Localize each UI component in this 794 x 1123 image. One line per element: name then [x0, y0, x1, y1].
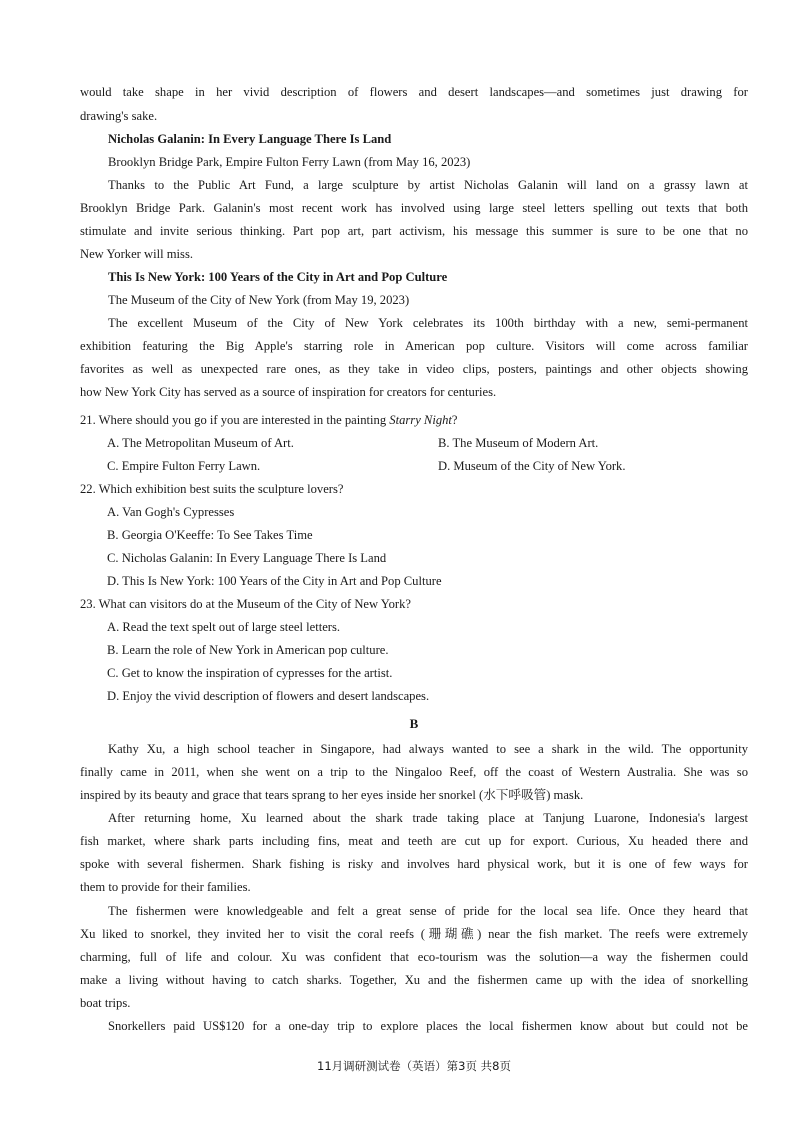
question-23-option-b[interactable]: B. Learn the role of New York in American pop culture.	[107, 643, 389, 657]
question-23-option-d[interactable]: D. Enjoy the vivid description of flowers and desert landscapes.	[107, 689, 430, 703]
question-21-stem: 21. Where should you go if you are interested in the painting Starry Night?	[80, 413, 458, 427]
question-22-stem: 22. Which exhibition best suits the sculpture lovers?	[80, 482, 344, 496]
question-22-option-a[interactable]: A. Van Gogh's Cypresses	[107, 505, 235, 519]
nyc-venue: The Museum of the City of New York (from May 19, 2023)	[108, 293, 410, 307]
section-b-p2-line-1: After returning home, Xu learned about the shark trade taking place at Tanjung Luarone, Indonesia's largest	[108, 811, 748, 825]
galanin-venue: Brooklyn Bridge Park, Empire Fulton Ferry Lawn (from May 16, 2023)	[108, 155, 471, 169]
galanin-text-1: Thanks to the Public Art Fund, a large sculpture by artist Nicholas Galanin will land on a grassy lawn at	[108, 178, 748, 192]
section-b-p2-line-4: them to provide for their families.	[80, 880, 251, 894]
question-23-option-c[interactable]: C. Get to know the inspiration of cypresses for the artist.	[107, 666, 393, 680]
galanin-title: Nicholas Galanin: In Every Language There Is Land	[108, 132, 392, 146]
section-b-p1-line-1: Kathy Xu, a high school teacher in Singapore, had always wanted to see a shark in the wild. The opportunity	[108, 742, 748, 756]
section-b-p3-line-1: The fishermen were knowledgeable and felt a great sense of pride for the local sea life. Once they heard that	[108, 904, 748, 918]
page-footer: 11月调研测试卷（英语）第3页 共8页	[317, 1059, 511, 1073]
section-b-p3-line-2: Xu liked to snorkel, they invited her to visit the coral reefs (珊瑚礁) near the fish market. The reefs were extremely	[80, 927, 748, 941]
nyc-title: This Is New York: 100 Years of the City in Art and Pop Culture	[108, 270, 448, 284]
nyc-text-1: The excellent Museum of the City of New York celebrates its 100th birthday with a new, semi-permanent	[108, 316, 748, 330]
section-b-p1-line-3: inspired by its beauty and grace that tears sprang to her eyes inside her snorkel (水下呼吸管) mask.	[80, 788, 584, 802]
painting-title: Starry Night	[389, 413, 452, 427]
section-b-p4-line-1: Snorkellers paid US$120 for a one-day trip to explore places the local fishermen know about but could not be	[108, 1019, 748, 1033]
section-b-heading: B	[409, 716, 419, 731]
section-b-p2-line-3: spoke with several fishermen. Shark fishing is risky and involves hard physical work, but it is one of few ways for	[80, 857, 748, 871]
question-21-option-b[interactable]: B. The Museum of Modern Art.	[438, 436, 599, 450]
section-b-p2-line-2: fish market, where shark parts including fins, meat and teeth are cut up for export. Curious, Xu headed there and	[80, 834, 748, 848]
question-23-stem: 23. What can visitors do at the Museum of the City of New York?	[80, 597, 412, 611]
question-21-option-d[interactable]: D. Museum of the City of New York.	[438, 459, 626, 473]
section-b-p1-line-2: finally came in 2011, when she went on a trip to the Ningaloo Reef, off the coast of Western Australia. She was so	[80, 765, 748, 779]
question-23-option-a[interactable]: A. Read the text spelt out of large steel letters.	[107, 620, 341, 634]
nyc-text-2: exhibition featuring the Big Apple's starring role in American pop culture. Visitors will come across familiar	[80, 339, 748, 353]
question-22-option-c[interactable]: C. Nicholas Galanin: In Every Language There Is Land	[107, 551, 387, 565]
question-21-option-a[interactable]: A. The Metropolitan Museum of Art.	[107, 436, 294, 450]
section-b-p3-line-5: boat trips.	[80, 996, 131, 1010]
galanin-text-2: Brooklyn Bridge Park. Galanin's most recent work has involved using large steel letters spelling out texts that both	[80, 201, 748, 215]
nyc-text-4: how New York City has served as a source of inspiration for creators for centuries.	[80, 385, 497, 399]
section-b-p3-line-4: make a living without having to catch sharks. Together, Xu and the fishermen came up with the idea of snorkelling	[80, 973, 748, 987]
question-22-option-b[interactable]: B. Georgia O'Keeffe: To See Takes Time	[107, 528, 313, 542]
question-22-option-d[interactable]: D. This Is New York: 100 Years of the City in Art and Pop Culture	[107, 574, 442, 588]
nyc-text-3: favorites as well as unexpected rare ones, as they take in video clips, posters, paintings and other objects showing	[80, 362, 748, 376]
galanin-text-4: New Yorker will miss.	[80, 247, 193, 261]
intro-line-2: drawing's sake.	[80, 109, 158, 123]
galanin-text-3: stimulate and invite serious thinking. Part pop art, part activism, his message this summer is sure to be one that no	[80, 224, 748, 238]
intro-line-1: would take shape in her vivid description of flowers and desert landscapes—and sometimes just drawing for	[80, 85, 748, 99]
question-21-option-c[interactable]: C. Empire Fulton Ferry Lawn.	[107, 459, 261, 473]
section-b-p3-line-3: charming, full of life and colour. Xu was confident that eco-tourism was the solution—a way the fishermen could	[80, 950, 748, 964]
